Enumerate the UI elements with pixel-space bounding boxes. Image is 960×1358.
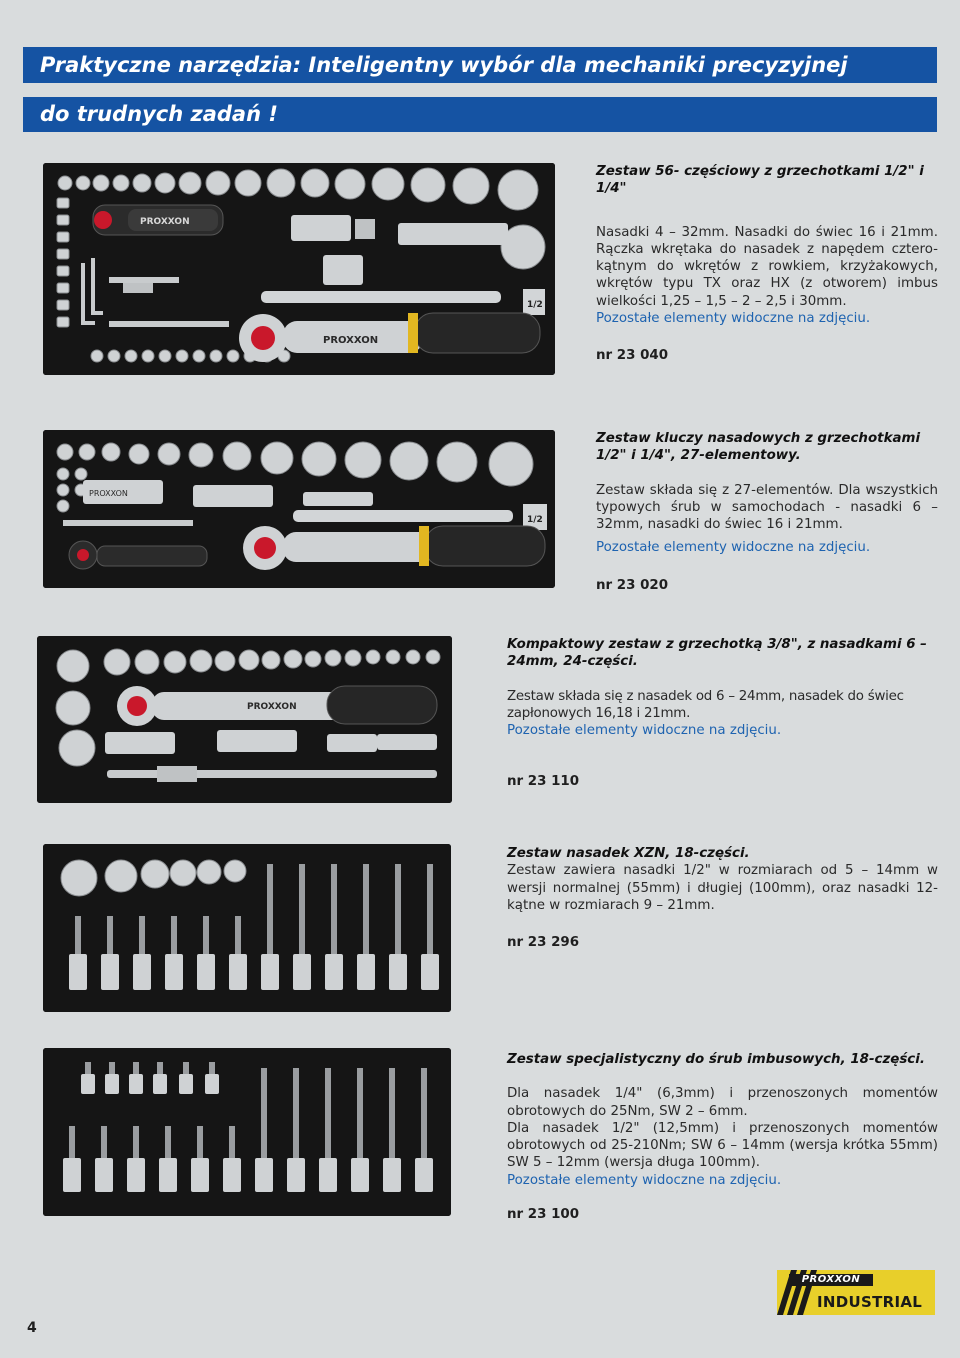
product-description: Zestaw składa się z nasadek od 6 – 24mm, nasadek do świec zapłonowych 16,18 i 21mm.	[507, 688, 904, 721]
product-description-2: Dla nasadek 1/2" (12,5mm) i przenoszonych momentów obrotowych od 25-210Nm; SW 6 – 14mm (wersja krótka 55mm) SW 5 – 12mm (wersja długa 100mm).	[507, 1120, 938, 1171]
product-description-1: Dla nasadek 1/4" (6,3mm) i przenoszonych momentów obrotowych do 25Nm, SW 2 – 6mm.	[507, 1086, 938, 1119]
photo1-size-label: 1/2	[527, 300, 543, 310]
product-note: Pozostałe elementy widoczne na zdjęciu.	[596, 311, 871, 327]
product-title: Zestaw nasadek XZN, 18-części.	[507, 846, 750, 861]
logo-brand: PROXXON	[789, 1274, 873, 1286]
product-photo-23100	[43, 1048, 451, 1216]
product-description: Zestaw składa się z 27-elementów. Dla wszystkich typowych śrub w samochodach - nasadki 6 – 32mm, nasadki do świec 16 i 21mm.	[596, 482, 938, 533]
logo-industrial-text: INDUSTRIAL	[817, 1293, 923, 1311]
page-number: 4	[27, 1320, 37, 1336]
product-info-23020	[596, 430, 938, 594]
product-number: nr 23 020	[596, 577, 669, 593]
product-number: nr 23 110	[507, 774, 580, 790]
product-note: Pozostałe elementy widoczne na zdjęciu.	[507, 723, 782, 739]
product-title: Zestaw kluczy nasadowych z grzechotkami 1/2" i 1/4", 27-elementowy.	[596, 431, 921, 464]
product-photo-23296	[43, 844, 451, 1012]
photo3-brand-mark: PROXXON	[247, 702, 297, 712]
product-title: Zestaw 56- częściowy z grzechotkami 1/2" i 1/4"	[596, 164, 924, 197]
product-number: nr 23 040	[596, 348, 669, 364]
product-description: Zestaw zawiera nasadki 1/2" w rozmiarach od 5 – 14mm w wersji normalnej (55mm) i długiej (100mm), oraz nasadki 12-kątne w rozmiarach 9 – 21mm.	[507, 863, 938, 913]
product-number: nr 23 100	[507, 1207, 580, 1223]
photo1-brand-mark-1: PROXXON	[140, 217, 190, 227]
product-description: Nasadki 4 – 32mm. Nasadki do świec 16 i 21mm. Rączka wkrętaka do nasadek z napędem cztero-kątnym do wkrętów z rowkiem, krzyżakowych, wkrętów typu TX oraz HX (z otworem) imbus wielkości 1,25 – 1,5 – 2 – 2,5 i 30mm.	[596, 224, 938, 309]
photo1-brand-mark-2: PROXXON	[323, 335, 379, 346]
header-title-line1: Praktyczne narzędzia: Inteligentny wybór dla mechaniki precyzyjnej	[23, 47, 937, 83]
photo2-brand-mark: PROXXON	[89, 489, 128, 498]
product-note: Pozostałe elementy widoczne na zdjęciu.	[596, 540, 871, 556]
proxxon-industrial-logo	[777, 1270, 935, 1315]
product-photo-23020	[43, 430, 555, 588]
product-photo-23110	[37, 636, 452, 803]
product-photo-23040	[43, 163, 555, 375]
product-info-23296	[507, 845, 938, 951]
product-info-23110	[507, 636, 938, 791]
product-note: Pozostałe elementy widoczne na zdjęciu.	[507, 1172, 782, 1188]
header-title-line2: do trudnych zadań !	[23, 97, 937, 132]
product-info-23040	[596, 163, 938, 365]
product-info-23100	[507, 1051, 938, 1223]
product-number: nr 23 296	[507, 935, 580, 951]
product-title: Kompaktowy zestaw z grzechotką 3/8", z nasadkami 6 – 24mm, 24-części.	[507, 637, 927, 670]
product-title: Zestaw specjalistyczny do śrub imbusowych, 18-części.	[507, 1052, 925, 1067]
photo2-size-label: 1/2	[527, 515, 543, 525]
